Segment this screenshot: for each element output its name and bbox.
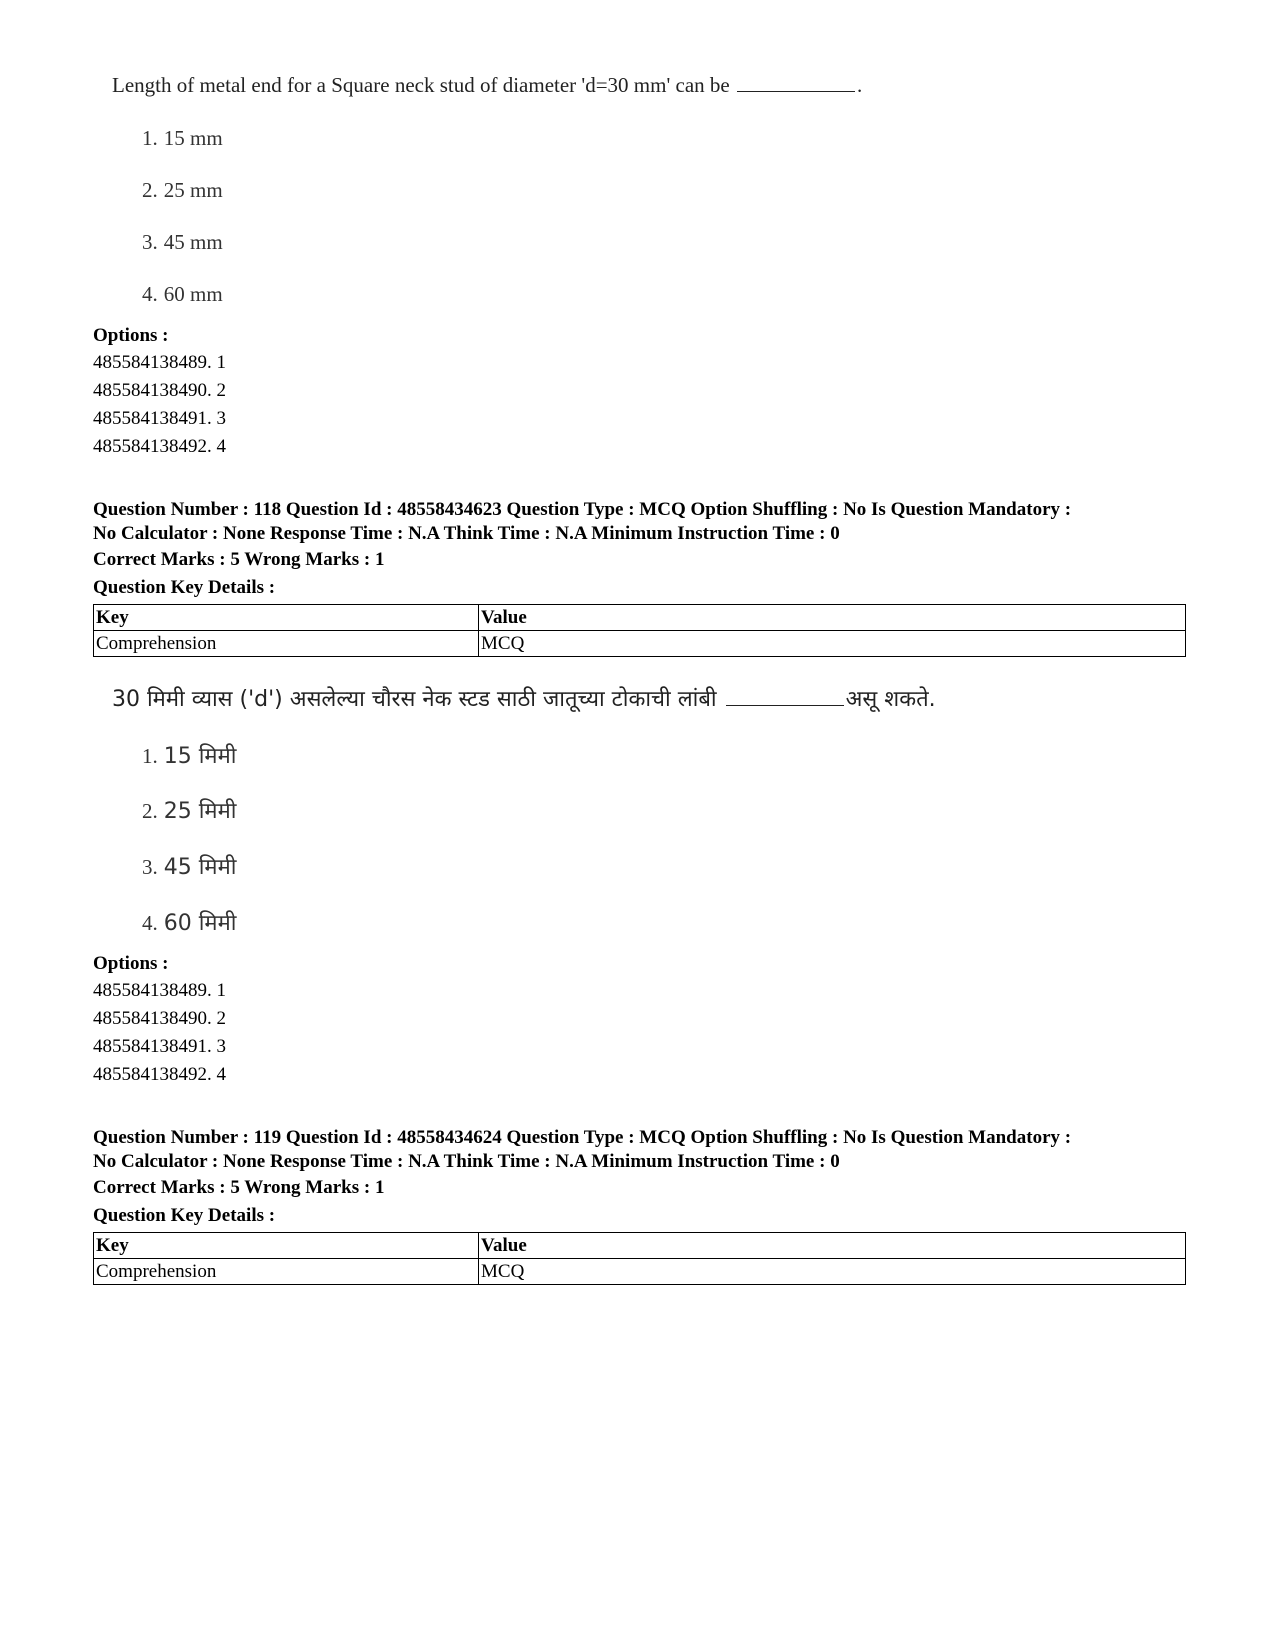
marks-line: Correct Marks : 5 Wrong Marks : 1 xyxy=(93,549,385,570)
question-meta-118 xyxy=(93,498,1203,546)
table-cell-key: Comprehension xyxy=(94,1259,479,1285)
table-row xyxy=(94,1259,1186,1285)
option-id-2: 485584138490. 2 xyxy=(93,1008,226,1029)
option-id-1: 485584138489. 1 xyxy=(93,980,226,1001)
choice-number: 1. xyxy=(142,744,158,768)
question-end: असू शकते. xyxy=(845,687,936,712)
answer-blank xyxy=(737,90,855,92)
question-end-punctuation: . xyxy=(856,73,863,97)
marks-line: Correct Marks : 5 Wrong Marks : 1 xyxy=(93,1177,385,1198)
table-header-row xyxy=(94,1233,1186,1259)
question-meta-line-2: No Calculator : None Response Time : N.A Think Time : N.A Minimum Instruction Time : 0 xyxy=(93,523,840,544)
table-header-row xyxy=(94,605,1186,631)
choice-text: 15 mm xyxy=(163,126,223,150)
option-id-3: 485584138491. 3 xyxy=(93,1036,226,1057)
option-id-4: 485584138492. 4 xyxy=(93,1064,226,1085)
table-header-value: Value xyxy=(479,605,1186,631)
choice-text: 15 मिमी xyxy=(163,744,237,769)
answer-blank xyxy=(726,704,844,706)
choice-number: 2. xyxy=(142,799,158,823)
choice-number: 1. xyxy=(142,126,158,150)
question-stem: Length of metal end for a Square neck stud of diameter 'd=30 mm' can be xyxy=(112,73,730,97)
question-key-table xyxy=(93,604,1186,657)
choice-text: 25 mm xyxy=(163,178,223,202)
key-details-label: Question Key Details : xyxy=(93,577,276,598)
choice-text: 60 mm xyxy=(163,282,223,306)
question-meta-line-1: Question Number : 119 Question Id : 48558434624 Question Type : MCQ Option Shuffling : No Is Question Mandatory : xyxy=(93,1127,1072,1148)
choice-2 xyxy=(142,178,223,203)
choice-number: 2. xyxy=(142,178,158,202)
option-id-2: 485584138490. 2 xyxy=(93,380,226,401)
options-label: Options : xyxy=(93,953,169,974)
choice-text: 45 mm xyxy=(163,230,223,254)
choice-text: 45 मिमी xyxy=(163,855,237,880)
choice-number: 4. xyxy=(142,911,158,935)
table-header-key: Key xyxy=(94,1233,479,1259)
option-id-1: 485584138489. 1 xyxy=(93,352,226,373)
question-text-marathi xyxy=(112,683,936,713)
table-cell-key: Comprehension xyxy=(94,631,479,657)
table-cell-value: MCQ xyxy=(479,631,1186,657)
question-stem: 30 मिमी व्यास ('d') असलेल्या चौरस नेक स्टड साठी जातूच्या टोकाची लांबी xyxy=(112,687,717,712)
choice-4 xyxy=(142,282,223,307)
choice-2 xyxy=(142,795,236,825)
table-cell-value: MCQ xyxy=(479,1259,1186,1285)
table-header-value: Value xyxy=(479,1233,1186,1259)
question-meta-line-2: No Calculator : None Response Time : N.A Think Time : N.A Minimum Instruction Time : 0 xyxy=(93,1151,840,1172)
question-meta-119 xyxy=(93,1126,1203,1174)
key-details-label: Question Key Details : xyxy=(93,1205,276,1226)
choice-text: 60 मिमी xyxy=(163,911,237,936)
choice-1 xyxy=(142,126,223,151)
question-key-table xyxy=(93,1232,1186,1285)
table-header-key: Key xyxy=(94,605,479,631)
table-row xyxy=(94,631,1186,657)
choice-1 xyxy=(142,740,236,770)
option-id-3: 485584138491. 3 xyxy=(93,408,226,429)
options-label: Options : xyxy=(93,325,169,346)
question-meta-line-1: Question Number : 118 Question Id : 48558434623 Question Type : MCQ Option Shuffling : No Is Question Mandatory : xyxy=(93,499,1072,520)
option-id-4: 485584138492. 4 xyxy=(93,436,226,457)
choice-4 xyxy=(142,907,236,937)
choice-3 xyxy=(142,851,236,881)
choice-number: 3. xyxy=(142,230,158,254)
question-text-english xyxy=(112,73,862,98)
choice-number: 3. xyxy=(142,855,158,879)
choice-3 xyxy=(142,230,223,255)
choice-text: 25 मिमी xyxy=(163,799,237,824)
choice-number: 4. xyxy=(142,282,158,306)
